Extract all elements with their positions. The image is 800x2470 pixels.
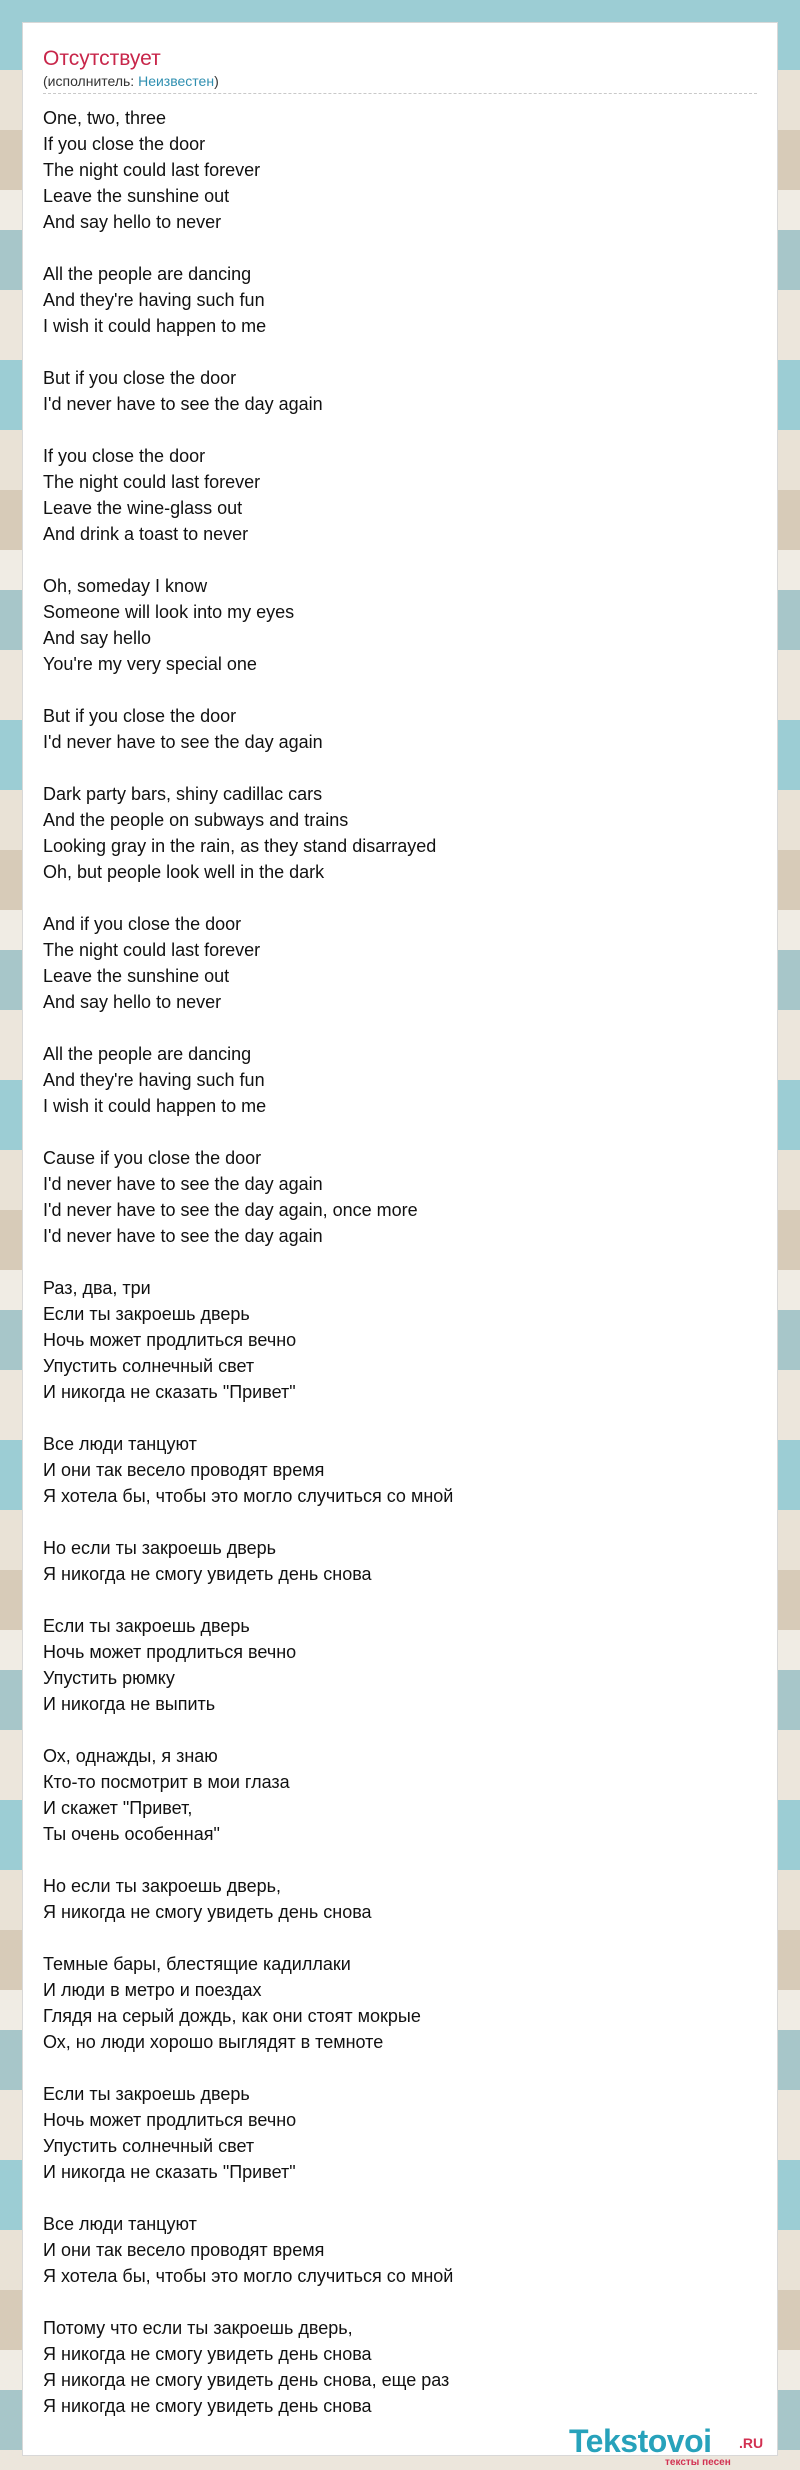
lyric-line: Но если ты закроешь дверь,	[43, 1876, 282, 1896]
lyric-line: Ночь может продлиться вечно	[43, 1330, 297, 1350]
lyric-line: And say hello	[43, 628, 152, 648]
lyric-line: The night could last forever	[43, 472, 261, 492]
lyrics-card	[22, 22, 778, 2468]
lyrics-stanza	[43, 1951, 757, 2055]
lyric-line: И они так весело проводят время	[43, 2240, 325, 2260]
lyrics-stanza	[43, 1275, 757, 1405]
lyrics-stanza	[43, 365, 757, 417]
lyric-line: Все люди танцуют	[43, 2214, 197, 2234]
lyrics-stanza	[43, 573, 757, 677]
artist-line	[43, 73, 219, 89]
lyric-line: Я хотела бы, чтобы это могло случиться со мной	[43, 2266, 454, 2286]
logo-wordmark: Tekstovoi	[569, 2423, 712, 2459]
lyric-line: Если ты закроешь дверь	[43, 2084, 250, 2104]
lyric-line: And say hello to never	[43, 992, 222, 1012]
lyric-line: Cause if you close the door	[43, 1148, 262, 1168]
lyric-line: And the people on subways and trains	[43, 810, 349, 830]
lyrics-stanza	[43, 261, 757, 339]
lyric-line: Ночь может продлиться вечно	[43, 1642, 297, 1662]
lyric-line: Someone will look into my eyes	[43, 602, 295, 622]
lyrics-stanza	[43, 2315, 757, 2419]
lyrics-stanza	[43, 1041, 757, 1119]
lyric-line: Ночь может продлиться вечно	[43, 2110, 297, 2130]
lyric-line: Упустить солнечный свет	[43, 1356, 255, 1376]
lyrics-stanza	[43, 2081, 757, 2185]
lyric-line: Leave the sunshine out	[43, 966, 230, 986]
lyric-line: Я никогда не смогу увидеть день снова	[43, 1902, 372, 1922]
lyric-line: The night could last forever	[43, 940, 261, 960]
lyric-line: But if you close the door	[43, 706, 237, 726]
lyric-line: Все люди танцуют	[43, 1434, 197, 1454]
lyric-line: I wish it could happen to me	[43, 316, 267, 336]
lyric-line: И они так весело проводят время	[43, 1460, 325, 1480]
lyric-line: Ох, но люди хорошо выглядят в темноте	[43, 2032, 384, 2052]
lyric-line: Я хотела бы, чтобы это могло случиться со мной	[43, 1486, 454, 1506]
lyric-line: Упустить рюмку	[43, 1668, 175, 1688]
lyric-line: Упустить солнечный свет	[43, 2136, 255, 2156]
lyric-line: I wish it could happen to me	[43, 1096, 267, 1116]
logo-tagline: тексты песен	[665, 2457, 731, 2468]
lyric-line: Глядя на серый дождь, как они стоят мокрые	[43, 2006, 421, 2026]
lyric-line: Если ты закроешь дверь	[43, 1304, 250, 1324]
lyrics-stanza	[43, 781, 757, 885]
lyric-line: Я никогда не смогу увидеть день снова	[43, 2396, 372, 2416]
lyric-line: I'd never have to see the day again, once more	[43, 1200, 418, 1220]
lyric-line: Но если ты закроешь дверь	[43, 1538, 277, 1558]
lyric-line: Ох, однажды, я знаю	[43, 1746, 218, 1766]
lyric-line: If you close the door	[43, 446, 206, 466]
lyric-line: И никогда не сказать "Привет"	[43, 2162, 296, 2182]
lyric-line: Leave the sunshine out	[43, 186, 230, 206]
artist-prefix: (исполнитель:	[43, 73, 139, 89]
artist-link[interactable]: Неизвестен	[138, 73, 215, 89]
lyric-line: The night could last forever	[43, 160, 261, 180]
lyric-line: Ты очень особенная"	[43, 1824, 220, 1844]
lyric-line: Looking gray in the rain, as they stand disarrayed	[43, 836, 437, 856]
lyrics-stanza	[43, 1743, 757, 1847]
lyric-line: If you close the door	[43, 134, 206, 154]
lyric-line: I'd never have to see the day again	[43, 394, 323, 414]
song-title: Отсутствует	[43, 47, 161, 70]
lyric-line: Потому что если ты закроешь дверь,	[43, 2318, 353, 2338]
lyric-line: И люди в метро и поездах	[43, 1980, 262, 2000]
lyric-line: Темные бары, блестящие кадиллаки	[43, 1954, 351, 1974]
logo-domain: .RU	[739, 2435, 764, 2451]
lyric-line: Кто-то посмотрит в мои глаза	[43, 1772, 290, 1792]
lyric-line: Oh, someday I know	[43, 576, 208, 596]
lyric-line: And they're having such fun	[43, 290, 265, 310]
lyric-line: And drink a toast to never	[43, 524, 249, 544]
lyrics-stanza	[43, 703, 757, 755]
lyrics-stanza	[43, 911, 757, 1015]
lyrics-stanza	[43, 1145, 757, 1249]
lyric-line: All the people are dancing	[43, 264, 252, 284]
lyrics-text	[43, 105, 757, 2445]
lyric-line: И скажет "Привет,	[43, 1798, 193, 1818]
lyric-line: И никогда не сказать "Привет"	[43, 1382, 296, 1402]
lyric-line: And say hello to never	[43, 212, 222, 232]
lyrics-stanza	[43, 2211, 757, 2289]
lyric-line: Я никогда не смогу увидеть день снова	[43, 1564, 372, 1584]
lyric-line: You're my very special one	[43, 654, 257, 674]
lyric-line: One, two, three	[43, 108, 167, 128]
lyric-line: И никогда не выпить	[43, 1694, 216, 1714]
lyric-line: And they're having such fun	[43, 1070, 265, 1090]
lyric-line: Я никогда не смогу увидеть день снова	[43, 2344, 372, 2364]
site-logo[interactable]	[569, 2423, 769, 2469]
lyrics-stanza	[43, 105, 757, 235]
lyrics-stanza	[43, 1535, 757, 1587]
lyric-line: Раз, два, три	[43, 1278, 151, 1298]
lyrics-stanza	[43, 1873, 757, 1925]
lyrics-stanza	[43, 443, 757, 547]
lyric-line: And if you close the door	[43, 914, 242, 934]
artist-suffix: )	[214, 73, 219, 89]
title-divider	[43, 93, 757, 94]
lyric-line: I'd never have to see the day again	[43, 732, 323, 752]
lyric-line: All the people are dancing	[43, 1044, 252, 1064]
lyric-line: Я никогда не смогу увидеть день снова, еще раз	[43, 2370, 450, 2390]
lyric-line: I'd never have to see the day again	[43, 1174, 323, 1194]
lyrics-stanza	[43, 1613, 757, 1717]
lyric-line: But if you close the door	[43, 368, 237, 388]
lyrics-stanza	[43, 1431, 757, 1509]
lyric-line: I'd never have to see the day again	[43, 1226, 323, 1246]
lyric-line: Oh, but people look well in the dark	[43, 862, 325, 882]
lyric-line: Dark party bars, shiny cadillac cars	[43, 784, 323, 804]
lyric-line: Если ты закроешь дверь	[43, 1616, 250, 1636]
lyric-line: Leave the wine-glass out	[43, 498, 243, 518]
